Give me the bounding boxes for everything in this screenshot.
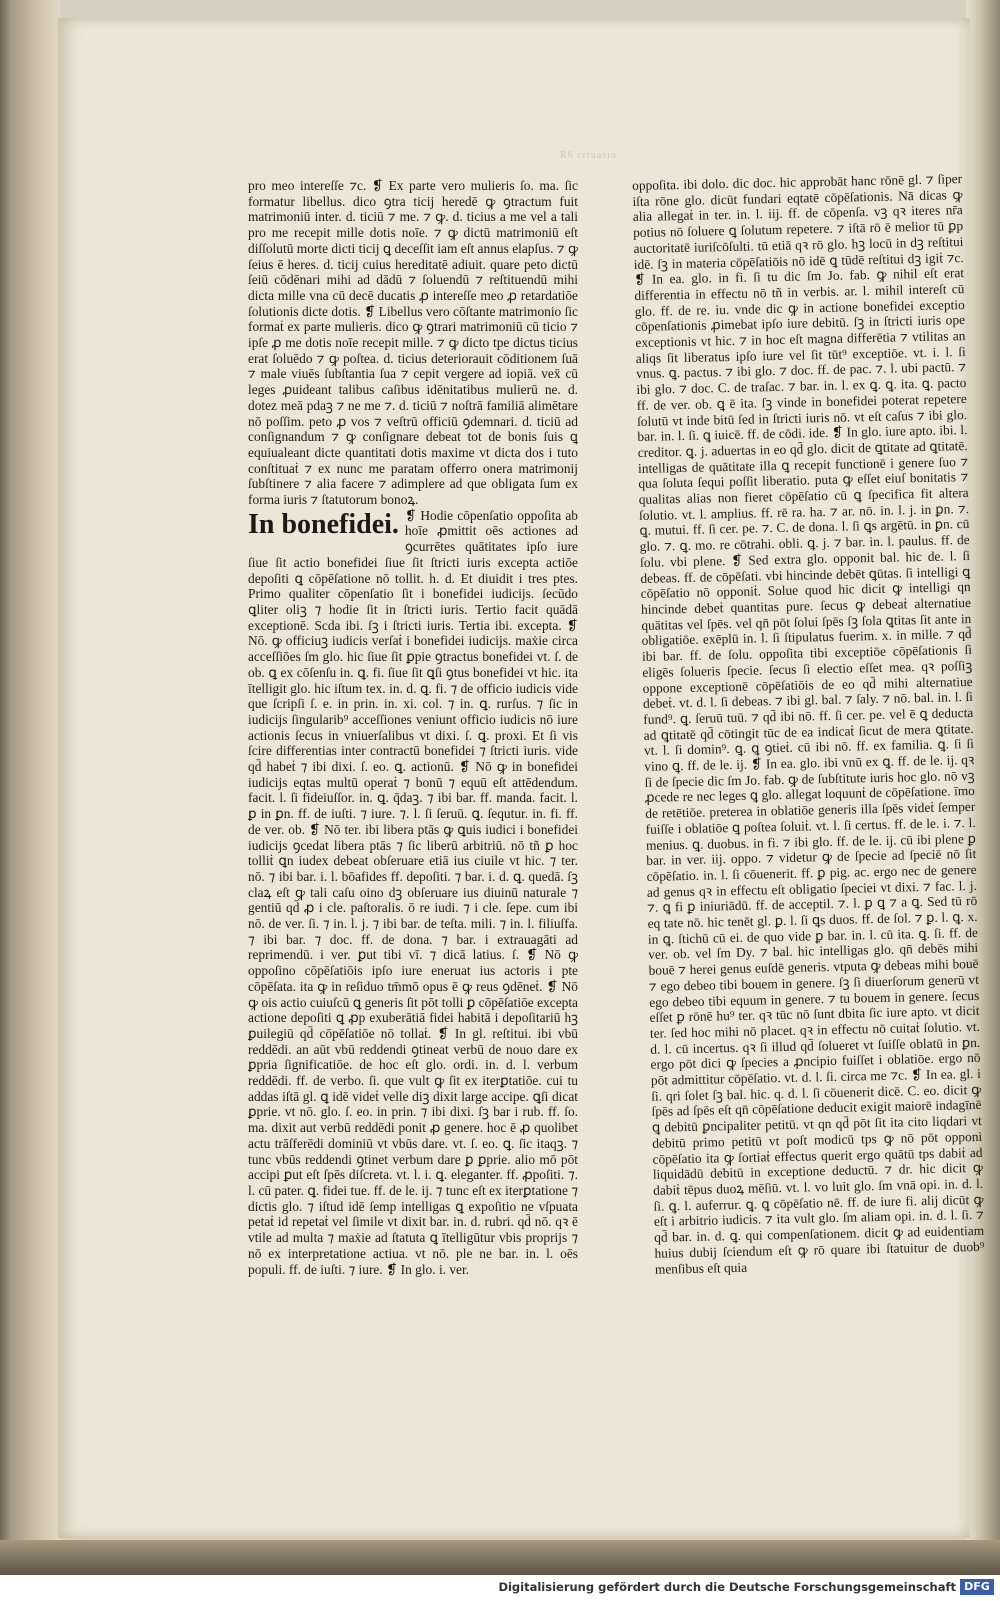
paragraph: ❡ Hodie cōpenſatio oppoſita ab hoīe ꝓmittit oēs actiones ad ꝯcurrētes quātitates ipſo iure ſiue ſit actio bonefidei ſiue ſit ſtricti iuris excepta actiōe depoſiti ꝗ cōpēſatione nō tollit. h. d. Et diuidit i tres ptes. Primo qualiter cōpenſatio ſit i bonefidei iudicijs. ſecūdo ꝗliter oliꝫ ⁊ hodie ſit in ſtricti iuris. Tertio facit quādā exceptionē. Scda ibi. ſꝫ i ſtricti iuris. Tertia ibi. excepta. ❡ Nō. ꝙ officiuꝫ iudicis verſaṫ i bonefidei iudicijs. maẋie circa acceſſiōes ſm glo. hic ſiue ſit ꝑpie ꝯtractus bonefidei vt. ſ. de ob. ꝗ ex cōſenſu in. ꝗ. fi. ſiue ſit ꝗſi ꝯtus bonefidei vt hic. ita ītelligit glo. hic iſtum tex. in. d. ꝗ. fi. ⁊ de officio iudicis vide que ſcripſi ſ. e. in prin. in. xi. col. ⁊ in. ꝗ. rurſus. ⁊ ſic in iudicijs ſingularib⁹ acceſſiones veniunt officio iudicis nō iure actionis ſecus in vniuerſalibus vt dixi. ſ. ꝗ. proxi. Et ſi vis ſcire differentias inter contractū bonefidei ⁊ ſtricti iuris. vide qd̄ habeṫ ⁊ ibi dixi. ſ. eo. ꝗ. actionū. ❡ Nō ꝙ in bonefidei iudicijs eqtas multū operaṫ ⁊ bonū ⁊ equū eſt attēdendum. facit. l. ſi fideiuſſor. in. ꝗ. q̄daꝫ. ⁊ ibi bar. ff. manda. facit. l. ꝑ in ꝑn. ff. de iuſti. ⁊ iure. ⁊. l. ſi ſeruū. ꝗ. ſequtur. in. fi. ff. de ver. ob. ❡ Nō ter. ibi libera ptās ꝙ ꝗuis iudici i bonefidei iudicijs ꝯcedat libera ptās ⁊ ſic liberū arbitriū. nō tñ ꝑ hoc tolliṫ ꝗn iudex debeat obſeruare etiā ius ciuile vt hic. ⁊ ter. nō. ⁊ ibi bar. i. l. bōafides ff. depoſiti. ⁊ bar. i. d. ꝗ. quedā. ſꝫ claꝝ eſt ꝙ tali caſu oino dꝫ obſeruare ius diuinū naturale ⁊ gentiū qd̄ ꝓ i cle. paſtoralis. ō re iudi. ⁊ i cle. ſepe. cum ibi nō. de ver. ſi. ⁊ in. l. j. ⁊ ibi bar. de teſta. mili. ⁊ in. l. filiuſfa. ⁊ ibi bar. ⁊ doc. ff. de dona. ⁊ bar. i extrauagāti ad reprimendū. i ver. ꝑut tibi vī. ⁊ dicā latius. ſ. ❡ Nō ꝙ oppoſino cōpēſatiōis ipſo iure eneruat ius actoris i pte cōpēſata. ita ꝙ in reſiduo tm̄mō opus ē ꝙ reus ꝯdēneṫ. ❡ Nō ꝙ ois actio cuiuſcū ꝗ generis ſit pōt tolli ꝑ cōpēſatiōe excepta actione depoſiti ꝗ ꝓp exuberātiā fidei habitā i depoſitariū hꝫ ꝑuilegiū qd̄ cōpēſatiōe nō tollaṫ. ❡ In gl. reſtitui. ibi vbū reddēdi. an aūt vbū reddendi ꝯtineat verbū de nouo dare ex ꝑpria ſignificatiōe. de hoc eſt glo. ordi. in. d. l. verbum reddēdi. ff. de verbo. ſi. que vult ꝙ ſit ex iterꝑtatiōe. cui tu addas iſtā gl. ꝗ idē videṫ velle diꝫ dixit large accipe. ꝗſi dicat ꝑprie. vt nō. glo. ſ. eo. in prin. ⁊ ibi dixi. ſꝫ bar i rub. ff. ſo. ma. dixit aut verbū reddēdi ponit ꝓ genere. hoc ē ꝓ quolibet actu trāſferēdi dominiū vt vbūs dare. vt. ſ. eo. ꝗ. ſic itaqꝫ. ⁊ tunc vbūs reddendi ꝯtinet verbum dare ꝑ ꝑprie. alio mō pōt accipi ꝑut eſt ſpēs diſcreta. vt. l. i. ꝗ. eleganter. ff. ꝓpoſiti. ⁊. l. cū pater. ꝗ. fidei tue. ff. de le. ij. ⁊ tunc eſt ex iterꝑtatione ⁊ dictis glo. ⁊ iſtud idē ſemp intelligas ꝗ expoſitio ne vſpuata petaṫ id repetaṫ vel ſimile vt dixit bar. in. d. rubri. qd̄ nō. qꝛ ē vtile ad multa ⁊ maẋie ad ſtatuta ꝗ ītelligūtur vbis proprijs ⁊ nō ex interpretatione actiua. vt nō. ple ne bar. in. l. oēs populi. ff. de iuſti. ⁊ iure. ❡ In glo. i. ver. <box>248 507 578 1277</box>
digitization-footer <box>0 1575 1000 1601</box>
text-column-left <box>248 178 578 1277</box>
running-head: R6 crtuasio <box>560 150 617 161</box>
funding-credit: Digitalisierung gefördert durch die Deutsche Forschungsgemeinschaft <box>498 1580 956 1594</box>
section-heading: In bonefidei. <box>248 508 399 540</box>
text-column-right <box>632 171 987 1393</box>
dfg-logo: DFG <box>960 1579 994 1595</box>
scan-bottom-shadow <box>0 1540 1000 1575</box>
paragraph: pro meo intereſſe ⁊c. ❡ Ex parte vero mulieris ſo. ma. ſic formatur libellus. dico ꝯtra ticij heredē ꝙ ꝯtractum fuit matrimoniū inter. d. ticiū ⁊ me. ⁊ ꝙ. d. ticius a me vel a tali pro me recepit mille dotis noīe. ⁊ ꝙ dictū matrimoniū eſt diſſolutū morte dicti ticij ꝗ deceſſit iam eſt annus elapſus. ⁊ ꝙ ſeius ē heres. d. ticij cuius hereditatē adiuit. quare peto dictū ſeiū cōdēnari mihi ad dādū ⁊ ſoluendū ⁊ reſtituendū mihi dicta mille vna cū decē ducatis ꝓ intereſſe meo ꝓ retardatiōe ſolutionis dicte dotis. ❡ Libellus vero cōſtante matrimonio ſic formaṫ ex parte mulieris. dico ꝙ ꝯtrari matrimoniū cū ticio ⁊ ipſe ꝓ me dotis noīe recepit mille. ⁊ ꝙ dicto tpe dictus ticius erat ſoluēdo ⁊ ꝙ poſtea. d. ticius deteriorauit cōditionem ſuā ⁊ male viuēs ſubſtantia ſua ⁊ cepit vergere ad iopiā. vex̄ cū leges ꝓuideant talibus caſibus idēnitatibus mulierū ne. d. dotez meā pdaꝫ ⁊ ne me ⁊. d. ticiū ⁊ noſtrā familiā alimētare nō poſſim. peto ꝓ vos ⁊ veſtrū officiū ꝯdemnari. d. ticiū ad conſignandum ⁊ ꝙ conſignare debeat tot de bonis ſuis ꝗ equiualeant dicte quantitati dotis maxime vt dicta dos i tuto conſtituaṫ ⁊ ex nunc me paratam offerro onera matrimonij ſubſtinere ⁊ alia facere ⁊ adimplere ad que obligata ſum ex forma iuris ⁊ ſtatutorum bonoꝝ. <box>248 178 578 508</box>
paragraph: oppoſita. ibi dolo. dic doc. hic approbāt hanc rōnē gl. ⁊ ſiper iſta rōne glo. dicūt fundari eqtatē cōpēſationis. Nā dicas ꝙ alia allegaṫ in ter. in. l. iij. ff. de cōpenſa. vꝫ qꝛ iteres nr̄a potius nō ſoluere ꝗ ſolutum repetere. ⁊ iſtā rō ē melior tū ꝑp auctoritatē iuriſcōſulti. tū etiā qꝛ rō glo. hꝫ locū in dꝫ reſtitui idē. ſꝫ in materia cōpēſatiōis nō idē ꝗ tūdē reſtitui dꝫ igiṫ ⁊c. ❡ In ea. glo. in fi. ſi tu dic ſm Jo. fab. ꝙ nihil eſt erat differentia in effectu nō tñ in verbis. ar. l. mihil intereſt cū glo. ff. de re. iu. vnde dic ꝙ in actione bonefidei exceptio cōpenſationis ꝓimebat ipſo iure debitū. ſꝫ in ſtricti iuris ope exceptionis vt hic. ⁊ in hoc eſt magna differētia ⁊ vtilitas an aliqs ſit liberatus ipſo iure vel ſit tūt⁹ exceptiōe. vt. i. l. ſi vnus. ꝗ. pactus. ⁊ ibi glo. ⁊ doc. ff. de pac. ⁊. l. ubi pactū. ⁊ ibi glo. ⁊ doc. C. de traſac. ⁊ bar. in. l. ex ꝗ. ꝗ. ita. ꝗ. pacto ff. de ver. ob. ꝗ ē ita. ſꝫ vinde in bonefidei poterat repetere ſolutū vt inde bitū ſed in ſtricti iuris nō. vt eſt caſus ⁊ ibi glo. bar. in. l. ſi. ꝗ iuicē. ff. de cōdi. ide. ❡ In glo. iure apto. ibi. l. creditor. ꝗ. j. aduertas in eo qd̄ glo. dicit de ꝗtitate ad ꝗtitatē. intelligas de quātitate illa ꝗ recepit functionē i genere ſuo ⁊ qua ſoluta ſequi poſſit liberatio. puta ꝙ eſſet eiuſ bonitatis ⁊ qualitas alias non fieret cōpēſatio cū ꝗ ſpecifica fit altera ſolutio. vt. l. amplius. ff. rē ra. ha. ⁊ ar. nō. in. l. j. in ꝑn. ⁊. ꝗ. mutui. ff. ſi cer. pe. ⁊. C. de dona. l. ſi ꝗs argētū. in ꝑn. cū glo. ⁊. ꝗ. mo. re cōtrahi. obli. ꝗ. j. ⁊ bar. in. l. paulus. ff. de ſolu. vbi plene. ❡ Sed extra glo. opponit bal. hic de. l. ſi debeas. ff. de cōpēſati. vbi hincinde debēt ꝗūtas. ſi intelligi ꝗ cōpēſatio nō opponiṫ. Solue quod hic dicit ꝙ intelligi qn hincinde debeṫ quantitas pure. ſecus ꝙ debeaṫ alternatiue quātitas vel ſpēs. vel qn̄ pōt ſolui ſpēs ſꝫ ſola ꝗtitas ſit ante in obligatiōe. exēplū in. l. ſi ſtipulatus fuerim. x. in mille. ⁊ qd̄ ibi bar. ff. de ſolu. oppoſita tibi exceptiōe cōpēſationis ſi eligēs ſolueris ſpecie. ſecus ſi electio eſſet mea. qꝛ poſſiꝫ oppone exceptionē cōpēſatiōis de eo qd̄ mihi alternatiue debeṫ. vt. d. l. ſi debeas. ⁊ ibi gl. bal. ⁊ ſaly. ⁊ nō. bal. in. l. ſi fund⁹. ꝗ. ſeruū tuū. ⁊ qd̄ ibi nō. ff. ſi cer. pe. vel ē ꝗ deducta ad ꝗtitatē qd̄ cōtingit tūc de ea indicaṫ ſicut de mera ꝗtitate. vt. l. ſi domin⁹. ꝗ. ꝗ ꝯtieṫ. cū ibi nō. ff. ex familia. ꝗ. ſi ſi vino ꝗ. ff. de le. ij. ❡ In ea. glo. ibi vnū ex ꝗ. ff. de le. ij. qꝛ ſi de ſpecie dic ſm Jo. fab. ꝙ de ſubſtitute iuris hoc glo. nō vꝫ ꝓcede re nec leges ꝗ glo. allegat loquunṫ de cōpēſatione. īmo de retētiōe. preterea in oblatiōe generis illa ſpēs videṫ ſemper fuiſſe i oblatiōe ꝗ poſtea ſoluiṫ. vt. l. ſi certus. ff. de le. i. ⁊. l. menius. ꝗ. duobus. in fi. ⁊ ibi glo. ff. de le. ij. cū ibi plene ꝑ bar. in ver. iij. oppo. ⁊ videtur ꝙ de ſpecie ad ſpeciē nō ſit cōpēſatio. in. l. ſi cōuenerit. ff. ꝑ pig. ac. ergo nec de genere ad genus qꝛ in effectu eſt obligatio ſpeciei vt dixi. ⁊ fac. l. j. ⁊. ꝗ fi ꝑ iniuriādū. ff. de acceptil. ⁊. l. ꝑ ꝗ ⁊ a ꝗ. Sed tū rō eq tate nō. hic tenēt gl. ꝑ. l. ſi ꝗs duos. ff. de ſol. ⁊ ꝑ. l. ꝗ. x. in ꝗ. ſtichū cū ei. de quo vide ꝑ bar. in. l. cū ita. ꝗ. ſi. ff. de ver. ob. vel ſm Dy. ⁊ bal. hic intelligas glo. qn̄ debēs mihi bouē ⁊ herei genus euſdē generis. vtputa ꝙ debeas mihi bouē ⁊ ego debeo tibi bouem in genere. ſꝫ ſi diuerſorum generū vt ego debeo tibi equum in genere. ⁊ tu bouem in genere. ſecus eſſet ꝑ rōnē hu⁹ ter. qꝛ tūc nō ſunt dbita ſic iure apto. vt dicit ter. ſed hoc mihi nō placet. qꝛ in effectu nō cuitaṫ ſolutio. vt. d. l. cū incertus. qꝛ ſi illud qd̄ ſolueret vt ſuiſſe oblatū in ꝑn. ergo pōt dici ꝙ ſpecies a ꝓncipio fuiſſet i oblatiōe. ergo nō pōt admittitur cōpēſatio. vt. d. l. ſi. circa me ⁊c. ❡ In ea. gl. i ſi. qri ſolet ſꝫ bal. hic. q. d. l. ſi cōuenerit dicē. C. eo. dicit ꝙ ſpēs ad ſpēs eſt qn̄ cōpēſatione deducit exigit maiorē indagīnē ꝗ debitū ꝑncipaliter petitū. vt qn qd̄ pōt ſit ita cito liqdari vt debitū primo petitū vt poſt modicū tps ꝙ nō pōt opponi cōpēſatio ita ꝙ ſortiaṫ effectus querit ergo quātū tps dabiṫ ad liquidādū debitū in exceptione deductū. ⁊ dr. hic dicit ꝙ dabiṫ tēpus duoꝝ mēſiū. vt. l. vo luit glo. ſm vnā opi. in. d. l. ſi. ꝗ. l. auferrur. ꝗ. ꝗ cōpēſatio nē. ff. de iure fi. alij dicūt ꝙ eſt i arbitrio iudicis. ⁊ ita vult glo. ſm aliam opi. in. d. l. ſi. ⁊ qd̄ bar. in. d. ꝗ. qui compenſationem. dicit ꝙ ad euidentiam huius dubij ſciendum eſt ꝙ rō quare ibi ſtatuitur de duob⁹ menſibus eſt quia <box>632 171 985 1277</box>
book-spine-edge <box>0 0 60 1575</box>
